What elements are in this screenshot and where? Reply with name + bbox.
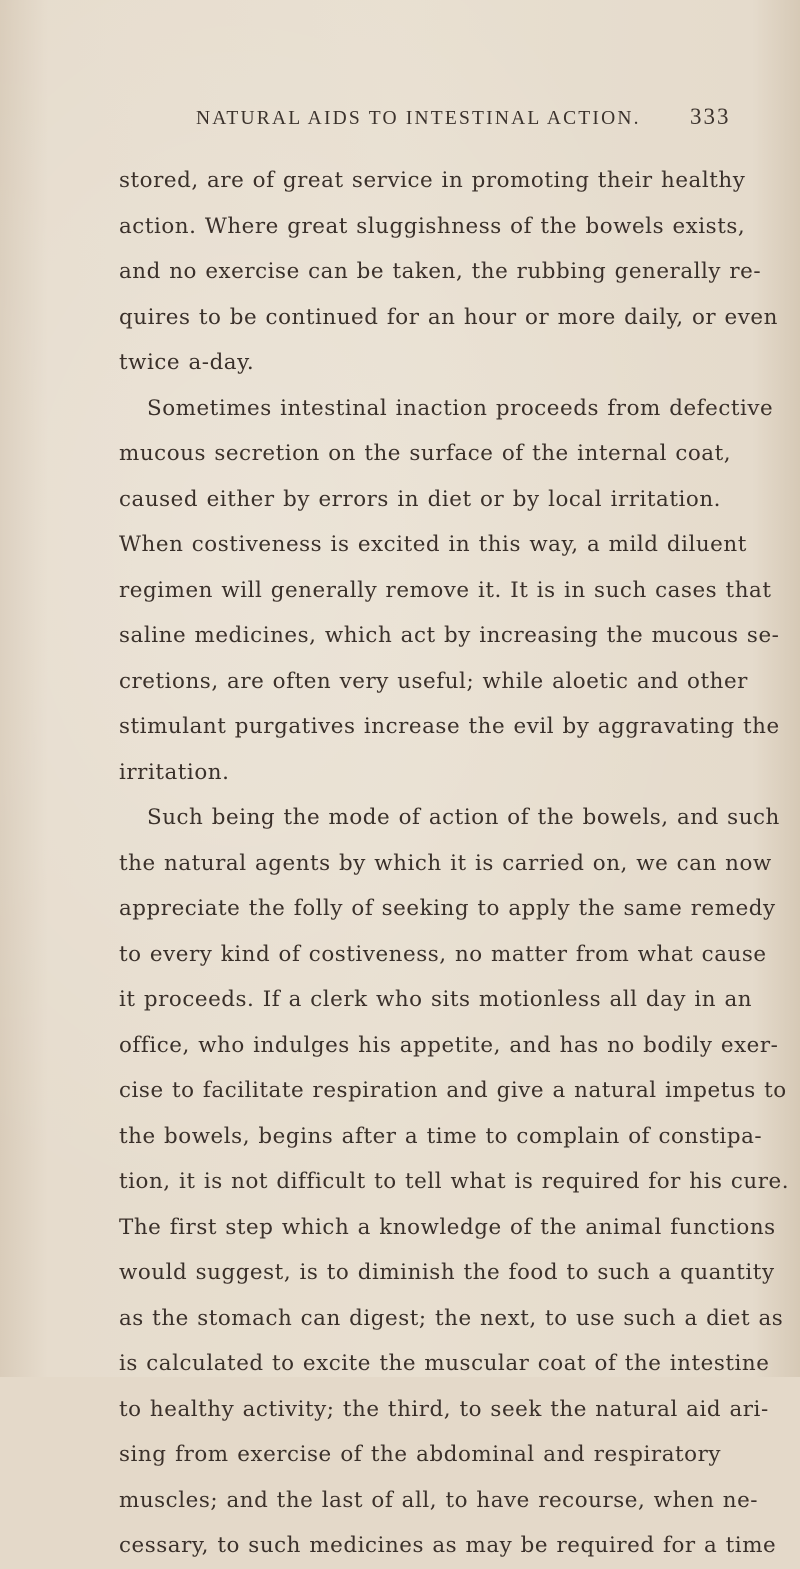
text-line: appreciate the folly of seeking to apply the same remedy: [119, 896, 776, 921]
body-text: [119, 158, 790, 1569]
text-line: to healthy activity; the third, to seek the natural aid ari-: [119, 1396, 769, 1422]
text-line: The first step which a knowledge of the animal functions: [119, 1214, 776, 1240]
text-line: as the stomach can digest; the next, to use such a diet as: [119, 1305, 784, 1331]
text-line: is calculated to excite the muscular coat of the intestine: [119, 1351, 770, 1376]
text-line: the natural agents by which it is carried on, we can now: [119, 850, 772, 876]
text-line: When costiveness is excited in this way, a mild diluent: [119, 532, 747, 557]
text-line: mucous secretion on the surface of the internal coat,: [119, 441, 732, 466]
text-line: office, who indulges his appetite, and has no bodily exer-: [119, 1032, 779, 1058]
text-line: cessary, to such medicines as may be required for a time: [119, 1533, 777, 1558]
text-line: stimulant purgatives increase the evil by aggravating the: [119, 714, 780, 739]
text-line: action. Where great sluggishness of the bowels exists,: [119, 213, 746, 239]
text-line: cise to facilitate respiration and give a natural impetus to: [119, 1078, 787, 1103]
text-line: Sometimes intestinal inaction proceeds from defective: [147, 395, 774, 421]
text-line: muscles; and the last of all, to have recourse, when ne-: [119, 1487, 759, 1513]
text-line: the bowels, begins after a time to complain of constipa-: [119, 1123, 763, 1149]
text-line: it proceeds. If a clerk who sits motionless all day in an: [119, 987, 753, 1012]
text-line: stored, are of great service in promoting their healthy: [119, 168, 746, 193]
text-line: would suggest, is to diminish the food to such a quantity: [119, 1260, 775, 1285]
text-line: sing from exercise of the abdominal and respiratory: [119, 1442, 721, 1467]
text-line: regimen will generally remove it. It is in such cases that: [119, 577, 772, 603]
text-line: and no exercise can be taken, the rubbing generally re-: [119, 259, 762, 284]
text-line: irritation.: [119, 759, 230, 785]
text-line: to every kind of costiveness, no matter from what cause: [119, 941, 767, 967]
page-number: 333: [690, 104, 731, 129]
running-header: NATURAL AIDS TO INTESTINAL ACTION.: [196, 108, 641, 129]
text-line: saline medicines, which act by increasing the mucous se-: [119, 623, 780, 648]
text-line: twice a-day.: [119, 350, 255, 375]
text-line: cretions, are often very useful; while aloetic and other: [119, 668, 748, 694]
text-line: caused either by errors in diet or by local irritation.: [119, 486, 721, 512]
text-line: Such being the mode of action of the bowels, and such: [147, 805, 780, 830]
text-line: tion, it is not difficult to tell what is required for his cure.: [119, 1169, 790, 1194]
text-line: quires to be continued for an hour or more daily, or even: [119, 304, 778, 330]
